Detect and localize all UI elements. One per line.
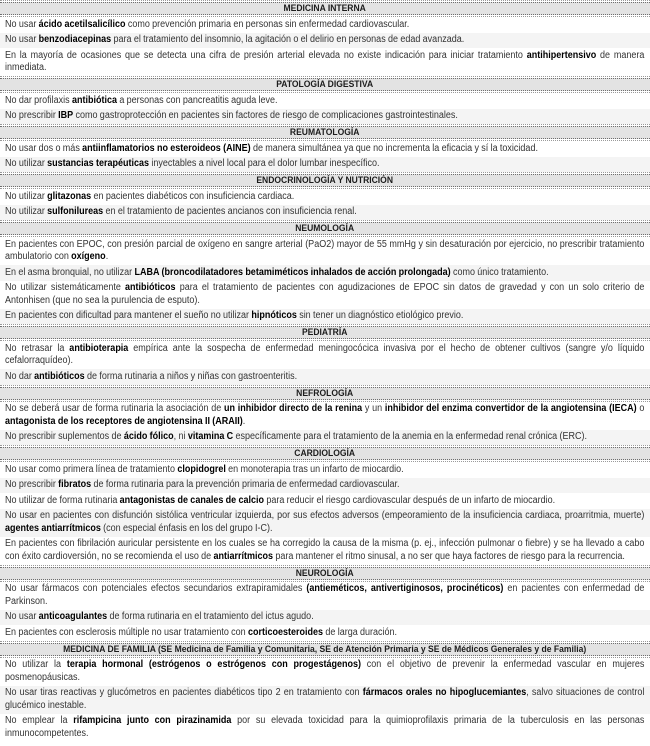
bold-term: (antieméticos, antivertiginosos, procinéticos)	[306, 583, 504, 594]
section-header	[0, 222, 650, 235]
recommendation-row	[0, 93, 650, 109]
section-header	[0, 326, 650, 339]
recommendation-text: No usar benzodiacepinas para el tratamiento del insomnio, la agitación o el delirio en personas de edad avanzada.	[5, 34, 465, 45]
recommendation-row	[0, 462, 650, 478]
recommendation-text: No usar en pacientes con disfunción sistólica ventricular izquierda, por sus efectos adversos (empeoramiento de la insuficiencia cardiaca, proarritmia, muerte) agentes antiarrítmicos (con especial énfasis en los del grupo I-C).	[5, 510, 645, 534]
section-rows	[0, 402, 650, 446]
recommendation-row	[0, 493, 650, 509]
recommendation-row	[0, 157, 650, 173]
section-title: MEDICINA INTERNA	[283, 3, 366, 14]
section-header-band	[0, 220, 650, 237]
section-header-band	[0, 641, 650, 658]
section-rows	[0, 582, 650, 641]
recommendation-text: No utilizar de forma rutinaria antagonistas de canales de calcio para reducir el riesgo cardiovascular después de un infarto de miocardio.	[5, 494, 556, 506]
section-header-band	[0, 385, 650, 402]
bold-term: corticoesteroides	[248, 626, 324, 638]
section-title: ENDOCRINOLOGÍA Y NUTRICIÓN	[256, 175, 394, 186]
section	[0, 172, 650, 220]
recommendation-row	[0, 48, 650, 76]
bold-term: hipnóticos	[251, 310, 297, 321]
recommendation-text: En pacientes con EPOC, con presión parcial de oxígeno en sangre arterial (PaO2) mayor de 55 mmHg y sin desaturación por ejercicio, no prescribir tratamiento ambulatorio con oxígeno.	[5, 238, 645, 262]
bold-term: sulfonilureas	[47, 206, 104, 217]
recommendation-text: No prescribir suplementos de ácido fólico, ni vitamina C específicamente para el tratamiento de la anemia en la enfermedad renal crónica (ERC).	[5, 431, 588, 442]
recommendation-row	[0, 509, 650, 537]
recommendation-text: No utilizar sustancias terapéuticas inyectables a nivel local para el dolor lumbar inespecífico.	[5, 158, 380, 169]
bold-term: ácido acetilsalicílico	[38, 18, 126, 30]
recommendation-text: No utilizar sulfonilureas en el tratamiento de pacientes ancianos con insuficiencia renal.	[5, 206, 357, 217]
recommendation-text: No prescribir IBP como gastroprotección en pacientes sin factores de riesgo de complicaciones gastrointestinales.	[5, 110, 458, 121]
section-rows	[0, 93, 650, 124]
bold-term: antibióticos	[125, 282, 176, 293]
section-rows	[0, 658, 650, 742]
section	[0, 220, 650, 324]
section-rows	[0, 341, 650, 385]
bold-term: fármacos orales no hipoglucemiantes	[362, 687, 527, 698]
section-header-band	[0, 124, 650, 141]
section-title: PEDIATRÍA	[301, 327, 348, 338]
section-title: CARDIOLOGÍA	[294, 448, 356, 459]
section	[0, 445, 650, 565]
section	[0, 324, 650, 385]
section-title: MEDICINA DE FAMILIA (SE Medicina de Familia y Comunitaria, SE de Atención Primaria y SE de Médicos Generales y de Familia)	[63, 643, 587, 655]
recommendation-text: No se deberá usar de forma rutinaria la asociación de un inhibidor directo de la renina y un inhibidor del enzima convertidor de la angiotensina (IECA) o antagonista de los receptores de angiotensina II (ARAII).	[5, 403, 645, 427]
bold-term: antibióticos	[34, 370, 85, 382]
section-title: REUMATOLOGÍA	[289, 127, 360, 138]
recommendation-row	[0, 17, 650, 33]
recommendation-row	[0, 369, 650, 385]
section-title: PATOLOGÍA DIGESTIVA	[276, 79, 374, 90]
recommendation-text: En la mayoría de ocasiones que se detecta una cifra de presión arterial elevada no existe indicación para iniciar tratamiento antihipertensivo de manera inmediata.	[5, 49, 645, 73]
bold-term: sustancias terapéuticas	[47, 158, 150, 169]
recommendation-text: No usar dos o más antiinflamatorios no esteroideos (AINE) de manera simultánea ya que no incrementa la eficacia y sí la toxicidad.	[5, 142, 538, 154]
section-rows	[0, 237, 650, 324]
recommendation-text: No usar ácido acetilsalicílico como prevención primaria en personas sin enfermedad cardiovascular.	[5, 18, 410, 30]
recommendation-text: No emplear la rifampicina junto con pirazinamida por su elevada toxicidad para la quimioprofilaxis primaria de la tuberculosis en las personas inmunocompetentes.	[5, 715, 645, 739]
section-header-band	[0, 324, 650, 341]
bold-term: agentes antiarrítmicos	[5, 522, 101, 534]
section-header	[0, 567, 650, 580]
bold-term: antiarrítmicos	[213, 550, 274, 562]
bold-term: rifampicina junto con pirazinamida	[73, 715, 232, 726]
section-rows	[0, 141, 650, 172]
section-header-band	[0, 445, 650, 462]
recommendation-row	[0, 582, 650, 610]
recommendation-text: No utilizar sistemáticamente antibióticos para el tratamiento de pacientes con agudizaciones de EPOC sin datos de gravedad y con un solo criterio de Antonhisen (que no sea la purulencia de esputo).	[5, 282, 645, 306]
recommendation-text: En el asma bronquial, no utilizar LABA (broncodilatadores betamiméticos inhalados de acción prolongada) como único tratamiento.	[5, 266, 549, 278]
section	[0, 385, 650, 446]
recommendation-text: No usar tiras reactivas y glucómetros en pacientes diabéticos tipo 2 en tratamiento con fármacos orales no hipoglucemiantes, salvo situaciones de control glucémico inestable.	[5, 687, 645, 711]
section-title: NEFROLOGÍA	[296, 387, 354, 399]
recommendation-text: En pacientes con dificultad para mantener el sueño no utilizar hipnóticos sin tener un diagnóstico etiológico previo.	[5, 310, 464, 321]
section-title: NEUROLOGÍA	[295, 567, 354, 579]
bold-term: oxígeno	[71, 251, 106, 262]
bold-term: antiinflamatorios no esteroideos (AINE)	[82, 142, 251, 154]
recommendation-row	[0, 309, 650, 325]
recommendation-text: No usar anticoagulantes de forma rutinaria en el tratamiento del ictus agudo.	[5, 611, 314, 622]
section-header	[0, 447, 650, 460]
section-header	[0, 2, 650, 15]
section	[0, 565, 650, 641]
bold-term: antagonistas de canales de calcio	[119, 494, 265, 506]
recommendation-row	[0, 625, 650, 641]
section-header-band	[0, 172, 650, 189]
bold-term: anticoagulantes	[38, 611, 108, 622]
recommendation-row	[0, 610, 650, 626]
recommendation-row	[0, 714, 650, 742]
section-header	[0, 78, 650, 91]
recommendation-row	[0, 341, 650, 369]
section	[0, 641, 650, 742]
bold-term: LABA (broncodilatadores betamiméticos inhalados de acción prolongada)	[134, 266, 451, 278]
bold-term: antibioterapia	[69, 342, 129, 354]
bold-term: vitamina C	[187, 431, 234, 442]
bold-term: clopidogrel	[177, 463, 226, 475]
bold-term: terapia hormonal (estrógenos o estrógenos con progestágenos)	[66, 659, 362, 670]
section-title: NEUMOLOGÍA	[295, 223, 355, 234]
bold-term: antihipertensivo	[526, 49, 597, 61]
recommendation-text: No usar fármacos con potenciales efectos secundarios extrapiramidales (antieméticos, antivertiginosos, procinéticos) en pacientes con enfermedad de Parkinson.	[5, 583, 645, 607]
recommendation-row	[0, 205, 650, 221]
recommendation-row	[0, 189, 650, 205]
section-header-band	[0, 0, 650, 17]
recommendation-row	[0, 33, 650, 49]
recommendation-text: No dar antibióticos de forma rutinaria a niños y niñas con gastroenteritis.	[5, 370, 298, 382]
bold-term: antibiótica	[71, 94, 118, 106]
recommendation-text: En pacientes con esclerosis múltiple no usar tratamiento con corticoesteroides de larga duración.	[5, 626, 398, 638]
recommendation-row	[0, 402, 650, 430]
bold-term: ácido fólico	[123, 431, 174, 442]
recommendation-text: En pacientes con fibrilación auricular persistente en los cuales se ha corregido la causa de la misma (p. ej., infección pulmonar o fiebre) y se ha llevado a cabo con éxito cardioversión, no se recomienda el uso de antiarrítmicos para mantener el ritmo sinusal, a no ser que haya factores de riesgo para la recurrencia.	[5, 538, 645, 562]
recommendation-text: No usar como primera línea de tratamiento clopidogrel en monoterapia tras un infarto de miocardio.	[5, 463, 404, 475]
section-header-band	[0, 76, 650, 93]
section-header	[0, 174, 650, 187]
section-rows	[0, 189, 650, 220]
section-header	[0, 126, 650, 139]
recommendation-text: No utilizar glitazonas en pacientes diabéticos con insuficiencia cardiaca.	[5, 190, 295, 202]
bold-term: glitazonas	[47, 190, 92, 202]
section	[0, 76, 650, 124]
recommendation-row	[0, 658, 650, 686]
section	[0, 0, 650, 76]
section	[0, 124, 650, 172]
section-rows	[0, 17, 650, 76]
bold-term: antagonista de los receptores de angiotensina II (ARAII)	[5, 415, 243, 427]
bold-term: un inhibidor directo de la renina	[223, 403, 363, 414]
bold-term: IBP	[58, 110, 74, 121]
section-header	[0, 643, 650, 656]
section-rows	[0, 462, 650, 565]
recommendation-row	[0, 265, 650, 281]
recommendation-row	[0, 537, 650, 565]
recommendation-row	[0, 281, 650, 309]
bold-term: inhibidor del enzima convertidor de la angiotensina (IECA)	[384, 403, 637, 414]
recommendation-text: No dar profilaxis antibiótica a personas con pancreatitis aguda leve.	[5, 94, 278, 106]
bold-term: fibratos	[58, 479, 92, 490]
recommendation-row	[0, 478, 650, 494]
bold-term: benzodiacepinas	[38, 34, 112, 45]
recommendation-text: No utilizar la terapia hormonal (estrógenos o estrógenos con progestágenos) con el objetivo de prevenir la enfermedad vascular en mujeres posmenopáusicas.	[5, 659, 645, 683]
recommendation-text: No prescribir fibratos de forma rutinaria para la prevención primaria de enfermedad cardiovascular.	[5, 479, 400, 490]
recommendation-row	[0, 141, 650, 157]
recommendation-text: No retrasar la antibioterapia empírica ante la sospecha de enfermedad meningocócica invasiva por el hecho de obtener cultivos (sangre y/o líquido cefalorraquídeo).	[5, 342, 645, 366]
recommendation-row	[0, 686, 650, 714]
recommendation-row	[0, 237, 650, 265]
section-header	[0, 387, 650, 400]
section-header-band	[0, 565, 650, 582]
recommendation-row	[0, 430, 650, 446]
recommendation-row	[0, 109, 650, 125]
